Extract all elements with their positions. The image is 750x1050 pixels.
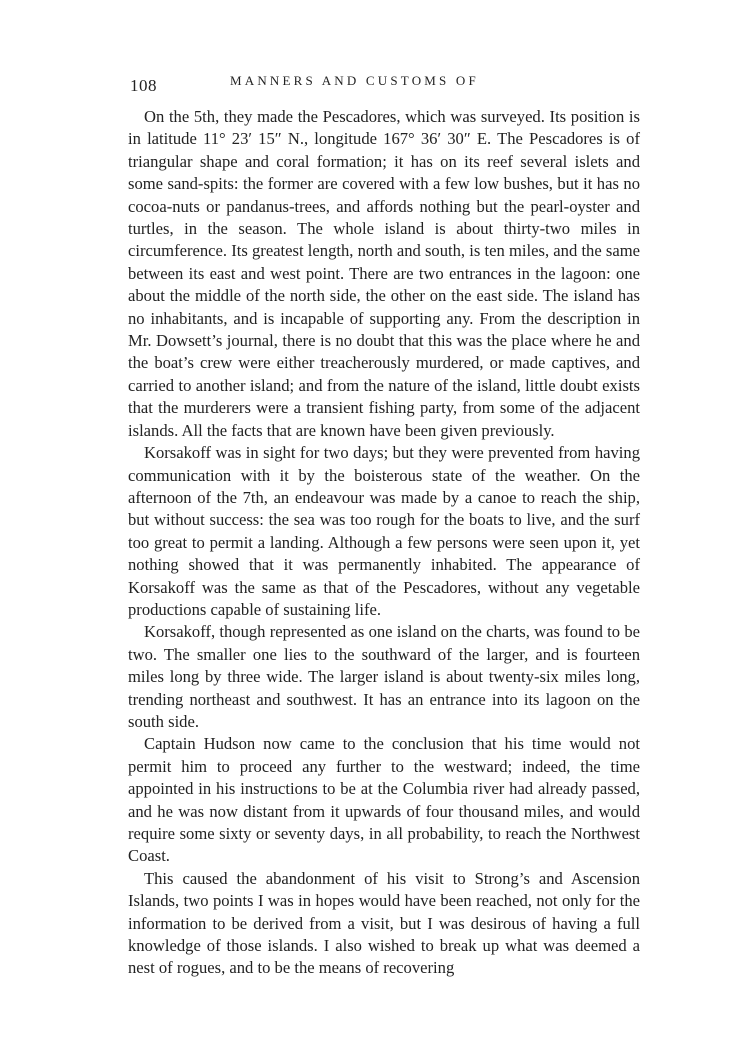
paragraph-abandonment: This caused the abandonment of his visit to Strong’s and Ascension Islands, two points I was in hopes would have been reached, not only for the information to be derived from a visit, but I was desirous of having a full knowledge of those islands. I also wished to break up what was deemed a nest of rogues, and to be the means of recovering: [128, 868, 640, 978]
running-title: MANNERS AND CUSTOMS OF: [230, 73, 479, 88]
paragraph-pescadores: On the 5th, they made the Pescadores, which was surveyed. Its position is in latitude 11° 23′ 15″ N., longitude 167° 36′ 30″ E. The Pescadores is of triangular shape and coral formation; it has on its reef several islets and some sand-spits: the former are covered with a few low bushes, but it has no cocoa-nuts or pandanus-trees, and affords nothing but the pearl-oyster and turtles, in the season. The whole island is about thirty-two miles in circumference. Its greatest length, north and south, is ten miles, and the same between its east and west point. There are two entrances in the lagoon: one about the middle of the north side, the other on the east side. The island has no inhabitants, and is incapable of supporting any. From the description in Mr. Dowsett’s journal, there is no doubt that this was the place where he and the boat’s crew were either treacherously murdered, or made captives, and carried to another island; and from the nature of the island, little doubt exists that the murderers were a transient fishing party, from some of the adjacent islands. All the facts that are known have been given previously.: [128, 107, 640, 440]
paragraph-captain-hudson: Captain Hudson now came to the conclusion that his time would not permit him to proceed any further to the westward; indeed, the time appointed in his instructions to be at the Columbia river had already passed, and he was now distant from it upwards of four thousand miles, and would require some sixty or seventy days, in all probability, to reach the Northwest Coast.: [128, 734, 640, 866]
body-text: [128, 106, 640, 980]
paragraph-korsakoff-weather: Korsakoff was in sight for two days; but they were prevented from having communication with it by the boisterous state of the weather. On the afternoon of the 7th, an endeavour was made by a canoe to reach the ship, but without success: the sea was too rough for the boats to live, and the surf too great to permit a landing. Although a few persons were seen upon it, yet nothing showed that it was permanently inhabited. The appearance of Korsakoff was the same as that of the Pescadores, without any vegetable productions capable of sustaining life.: [128, 443, 640, 619]
page-number: 108: [130, 76, 157, 95]
paragraph-korsakoff-two-islands: Korsakoff, though represented as one island on the charts, was found to be two. The smaller one lies to the southward of the larger, and is fourteen miles long by three wide. The larger island is about twenty-six miles long, trending northeast and southwest. It has an entrance into its lagoon on the south side.: [128, 622, 640, 731]
running-header: [126, 72, 638, 94]
